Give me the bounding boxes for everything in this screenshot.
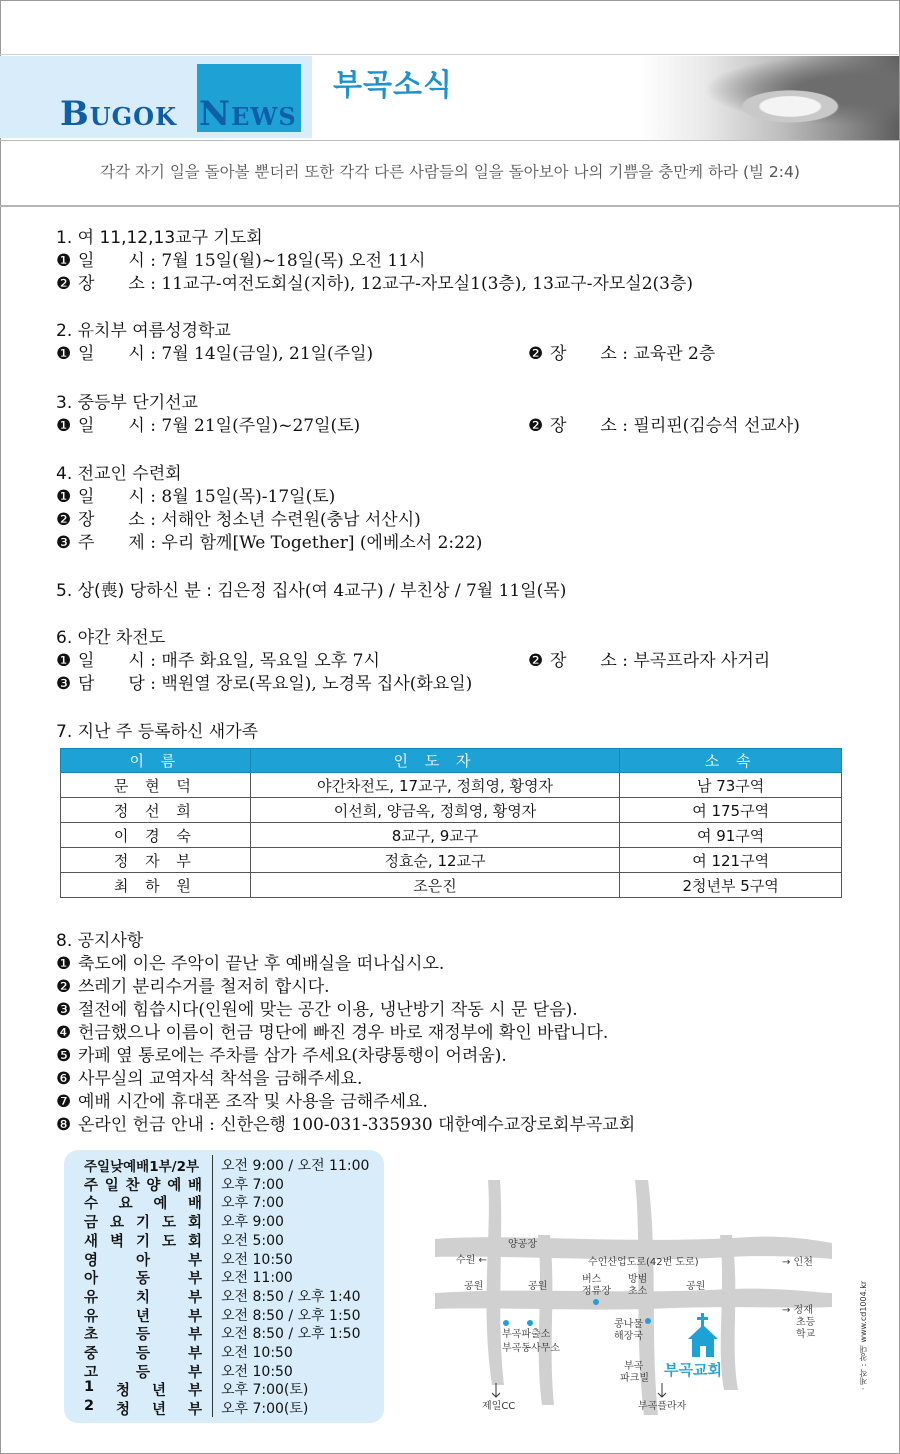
notice-text: 온라인 헌금 안내 : 신한은행 100-031-335930 대한예수교장로회부곡교회 [78,1115,636,1135]
bullet-1: ❶ [56,487,72,507]
schedule-label: 새 벽 기 도 회 [84,1233,202,1250]
section-4-line-3 [56,532,482,555]
cell-group: 여 91구역 [620,823,842,848]
bullet: ❻ [56,1069,72,1089]
schedule-time: 오전 8:50 / 오후 1:50 [221,1307,361,1324]
schedule-divider [212,1211,213,1230]
section-title: 부곡소식 [333,68,453,103]
section-4-title: 4. 전교인 수련회 [56,464,182,484]
map-label-park-3: 공원 [686,1281,706,1292]
map-label-jeongjae: → 정재 [782,1305,813,1316]
bullet: ❼ [56,1092,72,1112]
schedule-divider [212,1323,213,1342]
schedule-divider [212,1192,213,1211]
table-row [61,873,842,898]
schedule-divider [212,1379,213,1398]
schedule-time: 오후 7:00(토) [221,1401,309,1418]
bullet: ❹ [56,1023,72,1043]
section-3-line-2 [528,415,800,438]
newcomer-table [60,748,842,898]
section-6-line-1 [56,650,380,673]
arrow-down-icon [492,1383,500,1397]
map-label-police: 부곡파출소 [502,1329,551,1340]
section-5-value: 김은정 집사(여 4교구) / 부친상 / 7월 11일(목) [217,581,567,601]
map-label-park-2: 공원 [528,1281,548,1292]
map-label-parkville-2: 파크빌 [620,1373,649,1384]
arrow-down-icon [658,1383,666,1397]
col-guide: 인 도 자 [250,749,620,773]
schedule-row [84,1230,284,1249]
schedule-row [84,1211,284,1230]
schedule-label: 유 치 부 [84,1289,202,1306]
schedule-label: 주일낮예배1부/2부 [84,1159,200,1175]
value-place: 11교구-여전도회실(지하), 12교구-자모실1(3층), 13교구-자모실2(3층) [161,274,694,294]
schedule-divider [212,1398,213,1417]
tree-stump-photo [640,56,899,140]
schedule-label: 주 일 찬 양 예 배 [84,1177,202,1194]
schedule-time: 오전 8:50 / 오후 1:50 [221,1326,361,1343]
bullet-1: ❶ [56,251,72,271]
schedule-time: 오전 8:50 / 오후 1:40 [221,1288,361,1305]
bullet: ❶ [56,954,72,974]
bullet-1: ❶ [56,344,72,364]
cell-guide: 조은진 [250,873,620,898]
bullet-2: ❷ [528,416,544,436]
section-2-line-1 [56,343,373,366]
value-date: 7월 21일(주일)~27일(토) [161,416,361,436]
notice-item [56,1114,635,1137]
label-date: 일 시 : [78,487,156,507]
schedule-label: 수 요 예 배 [84,1196,202,1213]
bullet-2: ❷ [528,344,544,364]
label-date: 일 시 : [78,251,156,271]
header-rule [0,140,900,141]
section-3-line-1 [56,415,360,438]
value-date: 8월 15일(목)-17일(토) [161,487,336,507]
section-1-title: 1. 여 11,12,13교구 기도회 [56,228,263,248]
logo-news: News [199,94,297,134]
cell-name: 정 선 희 [61,798,251,823]
bullet: ❺ [56,1046,72,1066]
map-label-soup: 콩나물 [614,1319,643,1330]
schedule-time: 오후 7:00(토) [221,1382,309,1399]
label-date: 일 시 : [78,651,156,671]
label-place: 장 소 : [550,651,628,671]
section-5 [56,580,566,603]
map-label-bus-stop: 정류장 [582,1286,611,1297]
value-charge: 백원열 장로(목요일), 노경목 집사(화요일) [161,674,473,694]
schedule-label: 고 등 부 [84,1364,202,1381]
notice-item [56,1045,507,1068]
section-3-title: 3. 중등부 단기선교 [56,393,198,413]
cell-guide: 이선희, 양금옥, 정희영, 황영자 [250,798,620,823]
schedule-time: 오전 10:50 [221,1251,293,1268]
label-place: 장 소 : [78,274,156,294]
schedule-divider [212,1174,213,1193]
schedule-divider [212,1305,213,1324]
cell-group: 여 175구역 [620,798,842,823]
table-header-row [61,749,842,773]
bullet-3: ❸ [56,674,72,694]
logo-bugok: Bugok [60,94,177,134]
schedule-time: 오전 5:00 [221,1232,284,1249]
notice-text: 헌금했으나 이름이 헌금 명단에 빠진 경우 바로 재정부에 확인 바랍니다. [78,1023,609,1043]
label-theme: 주 제 : [78,533,156,553]
schedule-time: 오후 9:00 [221,1214,284,1231]
schedule-divider [212,1230,213,1249]
map-label-crime-post: 초소 [628,1286,648,1297]
value-theme: 우리 함께[We Together] (에베소서 2:22) [161,533,483,553]
label-date: 일 시 : [78,344,156,364]
schedule-row [84,1323,361,1342]
bullet-2: ❷ [528,651,544,671]
police-marker [503,1320,509,1326]
bible-verse: 각각 자기 일을 돌아볼 뿐더러 또한 각각 다른 사람들의 일을 돌아보아 나의 기쁨을 충만케 하라 (빌 2:4) [100,163,800,181]
col-group: 소 속 [620,749,842,773]
notice-text: 절전에 힘씁시다(인원에 맞는 공간 이용, 냉난방기 작동 시 문 닫음). [78,1000,578,1020]
map-label-office: 부곡동사무소 [502,1343,560,1354]
cell-name: 문 현 덕 [61,773,251,798]
church-map [430,1175,840,1425]
label-place: 장 소 : [550,344,628,364]
schedule-divider [212,1267,213,1286]
map-label-incheon: → 인천 [782,1257,813,1268]
cell-guide: 야간차전도, 17교구, 정희영, 황영자 [250,773,620,798]
value-place: 서해안 청소년 수련원(충남 서산시) [161,510,421,530]
cell-group: 2청년부 5구역 [620,873,842,898]
cell-name: 최 하 원 [61,873,251,898]
verse-rule [0,205,900,207]
section-1-line-2 [56,273,693,296]
bullet: ❷ [56,977,72,997]
bullet-1: ❶ [56,416,72,436]
schedule-row [84,1155,369,1174]
schedule-row [84,1192,284,1211]
notice-text: 쓰레기 분리수거를 철저히 합시다. [78,977,330,997]
schedule-divider [212,1155,213,1174]
section-4-line-1 [56,486,335,509]
schedule-time: 오전 9:00 / 오전 11:00 [221,1158,370,1174]
church-icon [688,1313,718,1357]
notice-item [56,1022,608,1045]
section-6-line-3 [56,673,472,696]
label-date: 일 시 : [78,416,156,436]
map-label-jeongjae-3: 학교 [796,1329,816,1340]
notice-text: 사무실의 교역자석 착석을 금해주세요. [78,1069,363,1089]
schedule-label: 금 요 기 도 회 [84,1215,202,1232]
section-6-line-2 [528,650,770,673]
cell-group: 남 73구역 [620,773,842,798]
map-label-plaza: 부곡플라자 [638,1401,687,1412]
schedule-row [84,1286,361,1305]
section-5-title: 5. 상(喪) 당하신 분 : [56,581,212,601]
table-row [61,823,842,848]
schedule-row [84,1267,293,1286]
label-charge: 담 당 : [78,674,156,694]
section-1-line-1 [56,250,425,273]
schedule-label: 중 등 부 [84,1346,202,1362]
schedule-time: 오전 11:00 [221,1270,293,1287]
value-place: 교육관 2층 [633,344,716,364]
value-place: 부곡프라자 사거리 [633,651,771,671]
section-2-line-2 [528,343,715,366]
notice-item [56,999,578,1022]
value-date: 7월 14일(금일), 21일(주일) [161,344,374,364]
bullet-2: ❷ [56,510,72,530]
map-label-yanggongjang: 양공장 [508,1239,537,1250]
schedule-divider [212,1286,213,1305]
notice-item [56,1068,362,1091]
map-label-park-1: 공원 [464,1281,484,1292]
schedule-row [84,1379,308,1398]
cell-guide: 8교구, 9교구 [250,823,620,848]
label-place: 장 소 : [550,416,628,436]
cell-name: 이 경 숙 [61,823,251,848]
map-label-parkville: 부곡 [624,1361,644,1372]
label-place: 장 소 : [78,510,156,530]
map-label-bus: 버스 [582,1274,602,1285]
table-row [61,848,842,873]
schedule-row [84,1361,293,1380]
section-2-title: 2. 유치부 여름성경학교 [56,321,231,341]
schedule-row [84,1305,361,1324]
schedule-row [84,1342,293,1361]
schedule-label: 아 동 부 [84,1271,202,1288]
schedule-divider [212,1249,213,1268]
schedule-row [84,1249,293,1268]
schedule-divider [212,1342,213,1361]
schedule-time: 오전 10:50 [221,1363,293,1380]
bullet-2: ❷ [56,274,72,294]
map-label-jeongjae-2: 초등 [796,1317,816,1328]
notice-item [56,1091,428,1114]
bullet: ❸ [56,1000,72,1020]
map-label-jeil: 제일CC [482,1401,516,1412]
notice-text: 예배 시간에 휴대폰 조작 및 사용을 금해주세요. [78,1092,428,1112]
map-label-church: 부곡교회 [664,1361,722,1379]
map-label-suwon: 수원 ← [456,1255,487,1266]
schedule-time: 오후 7:00 [221,1195,284,1212]
notice-text: 카페 옆 통로에는 주차를 삼가 주세요(차량통행이 어려움). [78,1046,507,1066]
value-date: 7월 15일(월)~18일(목) 오전 11시 [161,251,426,271]
production-credit: · 제작 : 창대 www.cd1004.kr [859,1280,868,1390]
map-label-crime: 방범 [628,1274,648,1285]
cell-name: 정 자 부 [61,848,251,873]
direction-arrows [492,1383,666,1397]
cell-guide: 정효순, 12교구 [250,848,620,873]
schedule-divider [212,1361,213,1380]
map-label-road: 수인산업도로(42번 도로) [588,1257,699,1268]
section-8-title: 8. 공지사항 [56,931,144,951]
value-date: 매주 화요일, 목요일 오후 7시 [161,651,380,671]
section-7-title: 7. 지난 주 등록하신 새가족 [56,722,259,742]
map-label-soup-2: 해장국 [614,1331,643,1342]
office-marker [527,1320,533,1326]
schedule-row [84,1174,284,1193]
top-rule [0,54,900,55]
schedule-time: 오전 10:50 [221,1345,293,1361]
schedule-label: 유 년 부 [84,1308,202,1325]
schedule-time: 오후 7:00 [221,1176,284,1193]
section-6-title: 6. 야간 차전도 [56,628,166,648]
value-place: 필리핀(김승석 선교사) [633,416,800,436]
schedule-row [84,1398,308,1417]
notice-text: 축도에 이은 주악이 끝난 후 예배실을 떠나십시오. [78,954,445,974]
section-4-line-2 [56,509,421,532]
cell-group: 여 121구역 [620,848,842,873]
bullet: ❽ [56,1115,72,1135]
schedule-label: 영 아 부 [84,1252,202,1269]
schedule-label: 1 청 년 부 [84,1379,202,1400]
table-row [61,798,842,823]
bullet-3: ❸ [56,533,72,553]
table-row [61,773,842,798]
notice-item [56,976,330,999]
schedule-label: 초 등 부 [84,1327,202,1344]
notice-item [56,953,444,976]
col-name: 이 름 [61,749,251,773]
bullet-1: ❶ [56,651,72,671]
bus-stop-marker [593,1299,599,1305]
schedule-label: 2 청 년 부 [84,1398,202,1419]
soup-marker [645,1318,651,1324]
